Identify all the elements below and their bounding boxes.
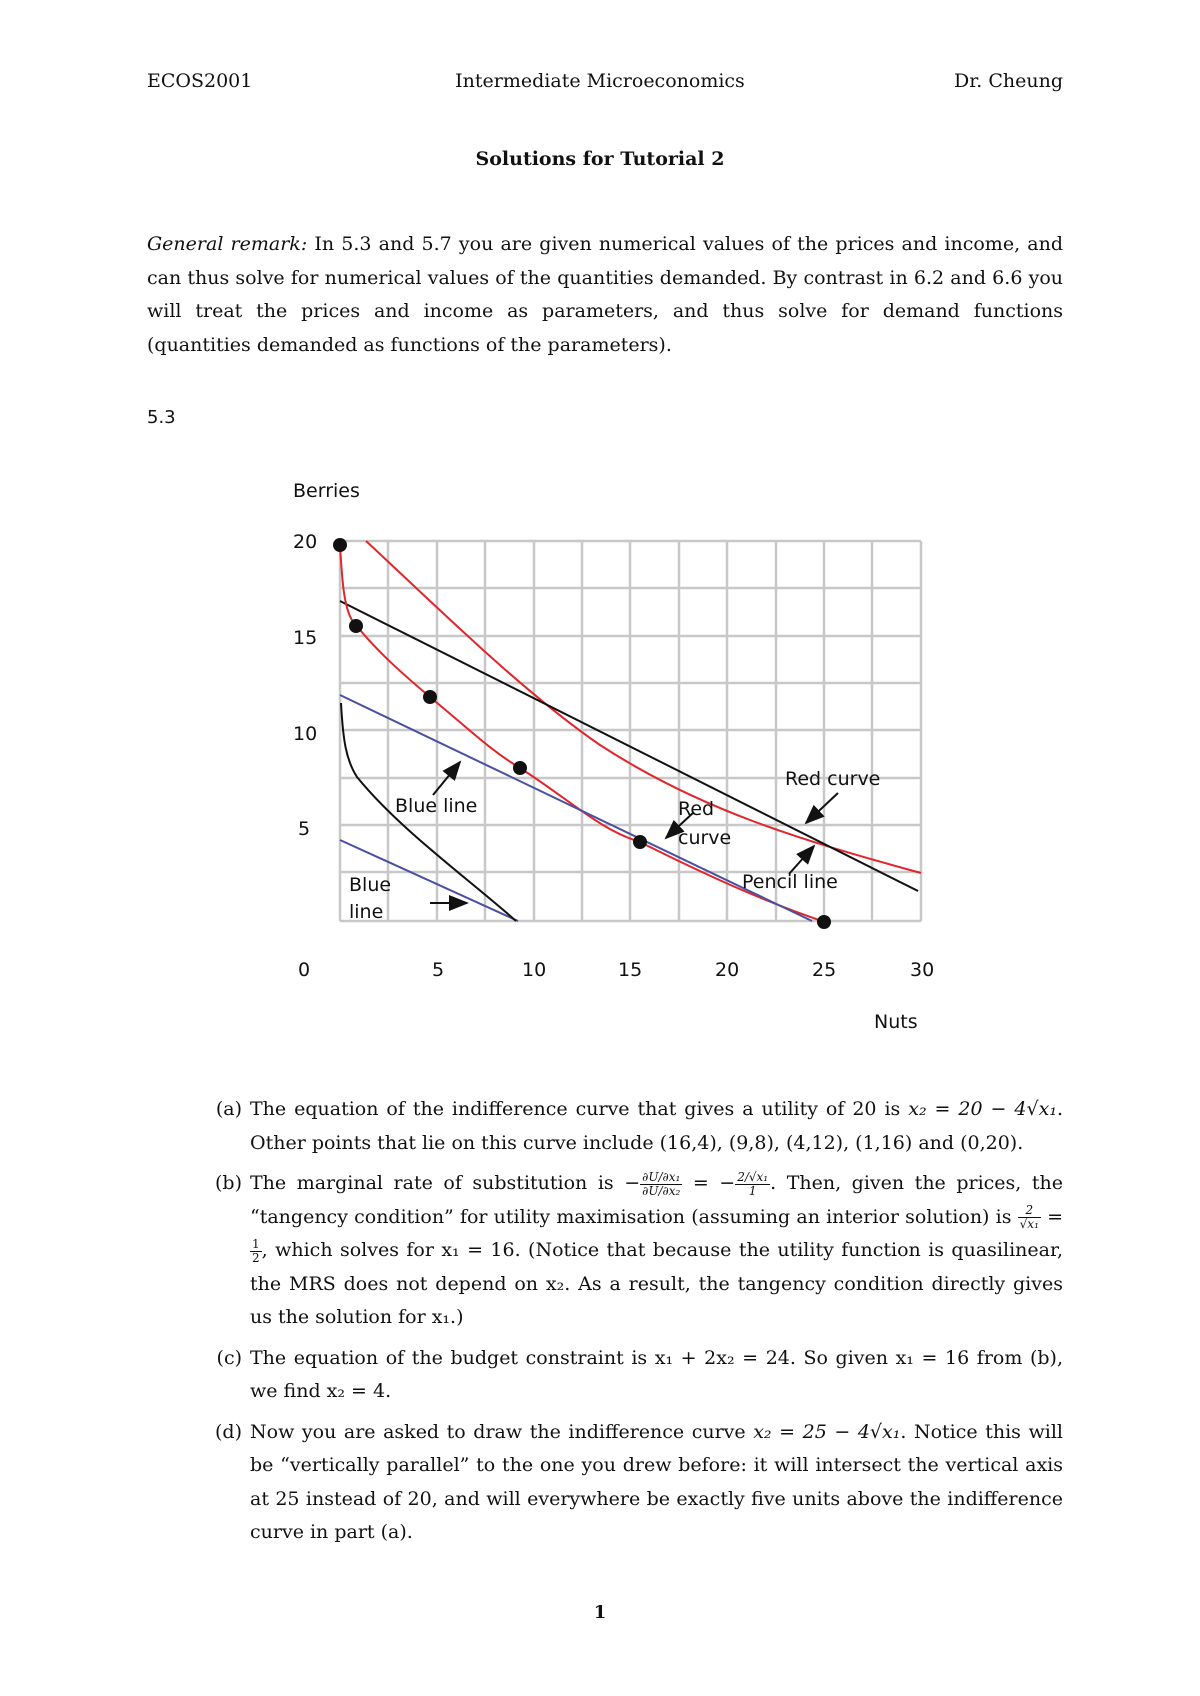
- svg-text:30: 30: [910, 959, 935, 981]
- x-axis-label: Nuts: [874, 1011, 918, 1033]
- arrow-pencil-line: [789, 846, 814, 874]
- arrow-blue-line-upper: [433, 762, 460, 795]
- svg-text:25: 25: [812, 959, 837, 981]
- general-remark-label: General remark:: [147, 233, 308, 255]
- svg-text:10: 10: [293, 723, 318, 745]
- answer-c: (c) The equation of the budget constraint is x₁ + 2x₂ = 24. So given x₁ = 16 from (b), we find x₂ = 4.: [216, 1346, 1063, 1402]
- svg-text:15: 15: [618, 959, 643, 981]
- chart-grid: [340, 541, 921, 921]
- header-course-name: Intermediate Microeconomics: [455, 70, 745, 92]
- svg-text:0: 0: [298, 959, 311, 981]
- equation-d: x₂ = 25 − 4√x₁: [753, 1420, 901, 1443]
- fraction-tangency-lhs: $\frac{2}{\text{√x₁}}$: [1019, 1203, 1039, 1231]
- svg-text:20: 20: [715, 959, 740, 981]
- y-axis-label: Berries: [293, 480, 360, 502]
- svg-text:Red: Red: [678, 798, 715, 820]
- section-number: 5.3: [147, 407, 176, 428]
- page-number: 1: [593, 1602, 607, 1623]
- general-remark: [147, 228, 1063, 362]
- answer-list: [186, 1093, 1063, 1557]
- fraction-mrs: $\frac{\text{∂U/∂x₁}}{\text{∂U/∂x₂}}$: [642, 1169, 681, 1198]
- svg-text:Blue: Blue: [349, 874, 392, 896]
- svg-text:20: 20: [293, 531, 318, 553]
- blue-line-upper: [340, 695, 812, 921]
- arrow-red-curve-mid: [666, 812, 694, 838]
- red-curve-lower: [340, 545, 822, 921]
- general-remark-text: In 5.3 and 5.7 you are given numerical values of the prices and income, and can thus solve for numerical values of the quantities demanded. By contrast in 6.2 and 6.6 you will treat the prices and income as parameters, and thus solve for demand functions (quantities demanded as functions of the parameters).: [147, 233, 1063, 356]
- svg-text:Blue line: Blue line: [395, 795, 478, 817]
- answer-d: (d) Now you are asked to draw the indifference curve x₂ = 25 − 4√x₁. Notice this will be “vertically parallel” to the one you drew before: it will intersect the vertical axis at 25 instead of 20, and will everywhere be exactly five units above the indifference curve in part (a).: [215, 1420, 1063, 1543]
- fraction-tangency-rhs: $\frac{1}{2}$: [252, 1236, 260, 1265]
- header-lecturer: Dr. Cheung: [954, 70, 1063, 92]
- svg-text:10: 10: [522, 959, 547, 981]
- answer-b: (b) The marginal rate of substitution is − $\frac{\text{∂U/∂x₁}}{\text{∂U/∂x₂}}$ = − $\frac{\text{2/√x₁}}{1}$ . Then, given the prices, the “tangency condition” for utility maximisation (assuming an interior solution) is $\frac{2}{\text{√x₁}}$ = $\frac{1}{2}$ , which solves for x₁ = 16. (Notice that because the utility function is quasilinear, the MRS does not depend on x₂. As a result, the tangency condition directly gives us the solution for x₁.): [215, 1169, 1064, 1328]
- fraction-mrs-value: $\frac{\text{2/√x₁}}{1}$: [737, 1169, 769, 1198]
- marked-points: [333, 538, 831, 929]
- svg-text:curve: curve: [678, 827, 732, 849]
- equation-a: x₂ = 20 − 4√x₁: [908, 1098, 1057, 1120]
- black-curve-lower: [341, 703, 516, 921]
- svg-text:5: 5: [432, 959, 445, 981]
- answer-a: (a) The equation of the indifference curve that gives a utility of 20 is x₂ = 20 − 4√x₁. Other points that lie on this curve include (16,4), (9,8), (4,12), (1,16) and (0,20).: [215, 1098, 1064, 1154]
- pencil-line: [340, 601, 918, 891]
- blue-line-lower: [340, 840, 518, 921]
- red-curve-upper: [366, 541, 921, 873]
- svg-text:5: 5: [298, 818, 311, 840]
- svg-text:15: 15: [293, 627, 318, 649]
- page-title: Solutions for Tutorial 2: [475, 148, 725, 170]
- arrow-red-curve-upper: [806, 793, 838, 823]
- svg-text:line: line: [349, 901, 384, 923]
- header-course-code: ECOS2001: [147, 70, 253, 92]
- svg-text:Red curve: Red curve: [785, 768, 881, 790]
- svg-text:Pencil line: Pencil line: [742, 871, 838, 893]
